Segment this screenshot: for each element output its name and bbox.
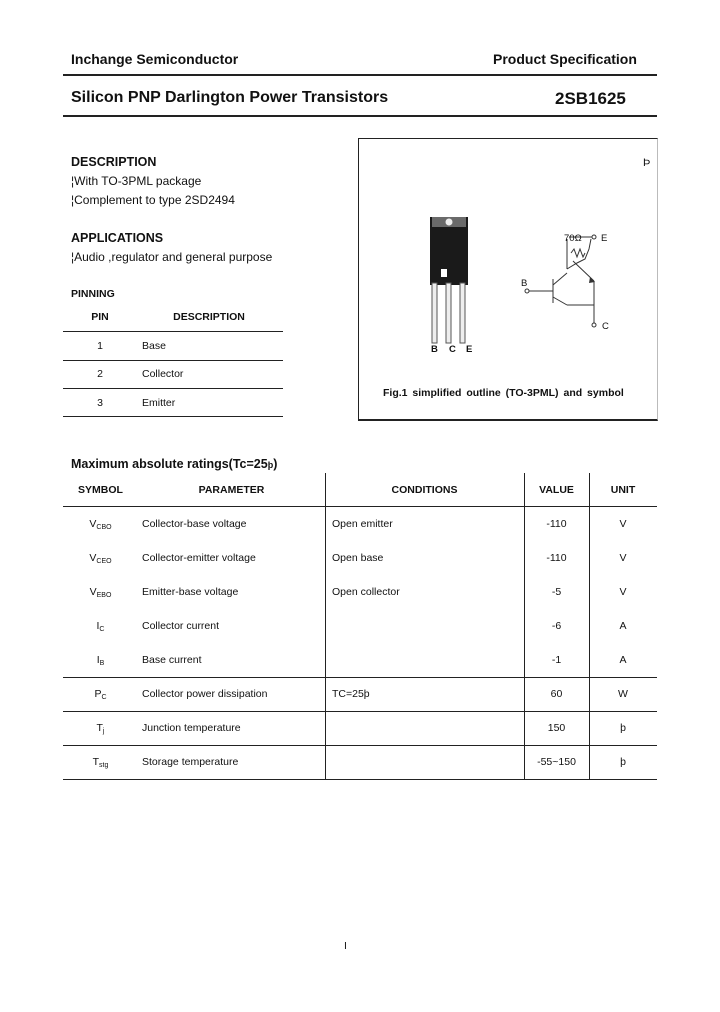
- col-header-conditions: CONDITIONS: [391, 484, 458, 496]
- pin-col-header: PIN: [91, 311, 109, 323]
- page-number: I: [344, 940, 347, 952]
- pinning-rule: [63, 331, 283, 332]
- unit-cell: V: [619, 518, 627, 530]
- parameter-cell: Collector-base voltage: [142, 518, 247, 530]
- resistor: [571, 249, 585, 257]
- conditions-cell: Open emitter: [332, 518, 393, 530]
- pin-number: 3: [97, 397, 103, 409]
- ratings-heading: Maximum absolute ratings(Tc=25þ): [71, 457, 278, 471]
- table-row: [63, 541, 657, 575]
- applications-heading: APPLICATIONS: [71, 231, 164, 245]
- description-item: ¦With TO-3PML package: [71, 174, 202, 188]
- symbol-cell: $V_{EBO}$: [89, 586, 112, 599]
- wire: [553, 273, 567, 285]
- pin-number: 1: [97, 340, 103, 352]
- base-terminal: [525, 289, 529, 293]
- col-header-unit: UNIT: [610, 484, 636, 496]
- package-marking: [441, 269, 447, 277]
- row-rule: [63, 779, 657, 780]
- value-cell: -110: [546, 518, 567, 530]
- pin-description: Collector: [142, 368, 184, 380]
- figure-caption: Fig.1 simplified outline (TO-3PML) and symbol: [383, 387, 624, 399]
- unit-cell: V: [619, 586, 627, 598]
- bullet: ¦: [71, 250, 75, 264]
- unit-cell: A: [619, 654, 627, 666]
- lead-label-b: B: [431, 344, 438, 355]
- lead-label-c: C: [449, 344, 456, 355]
- conditions-cell: Open collector: [332, 586, 400, 598]
- pinning-rule: [63, 360, 283, 361]
- emitter-arrow: [589, 277, 595, 283]
- parameter-cell: Collector-emitter voltage: [142, 552, 256, 564]
- resistor-value: 70Ω: [564, 233, 582, 244]
- parameter-cell: Storage temperature: [142, 756, 239, 768]
- package-body: [430, 217, 468, 285]
- pinning-heading: PINNING: [71, 288, 115, 300]
- parameter-cell: Base current: [142, 654, 202, 666]
- description-heading: DESCRIPTION: [71, 155, 157, 169]
- col-header-symbol: SYMBOL: [78, 484, 123, 496]
- table-row: [63, 745, 657, 779]
- lead-collector: [446, 283, 451, 343]
- table-row: [63, 575, 657, 609]
- value-cell: -5: [551, 586, 562, 598]
- unit-cell: W: [618, 688, 628, 700]
- applications-item: ¦Audio ,regulator and general purpose: [71, 250, 273, 264]
- emitter-terminal: [592, 235, 596, 239]
- ratings-table: [63, 473, 657, 780]
- symbol-cell: $P_C$: [94, 688, 107, 701]
- value-cell: 60: [550, 688, 563, 700]
- pinning-rule: [63, 388, 283, 389]
- wire: [553, 297, 567, 305]
- doc-type: Product Specification: [493, 51, 637, 67]
- darlington-symbol: [519, 231, 609, 331]
- conditions-cell: Open base: [332, 552, 384, 564]
- part-number: 2SB1625: [555, 89, 626, 108]
- symbol-label-e: E: [601, 233, 608, 244]
- pin-desc-col-header: DESCRIPTION: [173, 311, 245, 323]
- lead-base: [432, 283, 437, 343]
- bullet: ¦: [71, 193, 75, 207]
- value-cell: 150: [547, 722, 566, 734]
- lead-label-e: E: [466, 344, 473, 355]
- symbol-label-b: B: [521, 278, 528, 289]
- symbol-cell: $T_{stg}$: [92, 756, 109, 769]
- parameter-cell: Collector current: [142, 620, 220, 632]
- value-cell: -6: [551, 620, 562, 632]
- bullet: ¦: [71, 174, 75, 188]
- pin-description: Base: [142, 340, 166, 352]
- table-row: [63, 711, 657, 745]
- col-header-parameter: PARAMETER: [198, 484, 265, 496]
- parameter-cell: Collector power dissipation: [142, 688, 268, 700]
- pin-description: Emitter: [142, 397, 176, 409]
- value-cell: -1: [551, 654, 562, 666]
- figure-box: [358, 138, 658, 421]
- symbol-cell: $T_j$: [96, 722, 105, 735]
- lead-emitter: [460, 283, 465, 343]
- value-cell: -55~150: [537, 756, 576, 768]
- symbol-cell: $I_B$: [96, 654, 105, 667]
- table-row: [63, 609, 657, 643]
- col-header-value: VALUE: [539, 484, 574, 496]
- symbol-cell: $V_{CBO}$: [89, 518, 112, 531]
- title-rule: [63, 115, 657, 117]
- symbol-label-c: C: [602, 321, 609, 332]
- pin-number: 2: [97, 368, 103, 380]
- table-row: [63, 677, 657, 711]
- description-item: ¦Complement to type 2SD2494: [71, 193, 235, 207]
- table-row: [63, 643, 657, 677]
- corner-glyph: Þ: [643, 157, 651, 169]
- header-rule: [63, 74, 657, 76]
- parameter-cell: Junction temperature: [142, 722, 241, 734]
- product-title: Silicon PNP Darlington Power Transistors: [71, 89, 389, 106]
- table-row: [63, 507, 657, 541]
- pinning-rule: [63, 416, 283, 417]
- company-name: Inchange Semiconductor: [71, 51, 239, 67]
- unit-cell: A: [619, 620, 627, 632]
- unit-cell: V: [619, 552, 627, 564]
- symbol-cell: $I_C$: [96, 620, 105, 633]
- parameter-cell: Emitter-base voltage: [142, 586, 239, 598]
- value-cell: -110: [546, 552, 567, 564]
- conditions-cell: TC=25þ: [332, 688, 370, 700]
- unit-cell: þ: [620, 722, 626, 734]
- symbol-cell: $V_{CEO}$: [89, 552, 112, 565]
- unit-cell: þ: [620, 756, 626, 768]
- collector-terminal: [592, 323, 596, 327]
- package-outline: [419, 213, 479, 348]
- mounting-hole: [446, 219, 453, 226]
